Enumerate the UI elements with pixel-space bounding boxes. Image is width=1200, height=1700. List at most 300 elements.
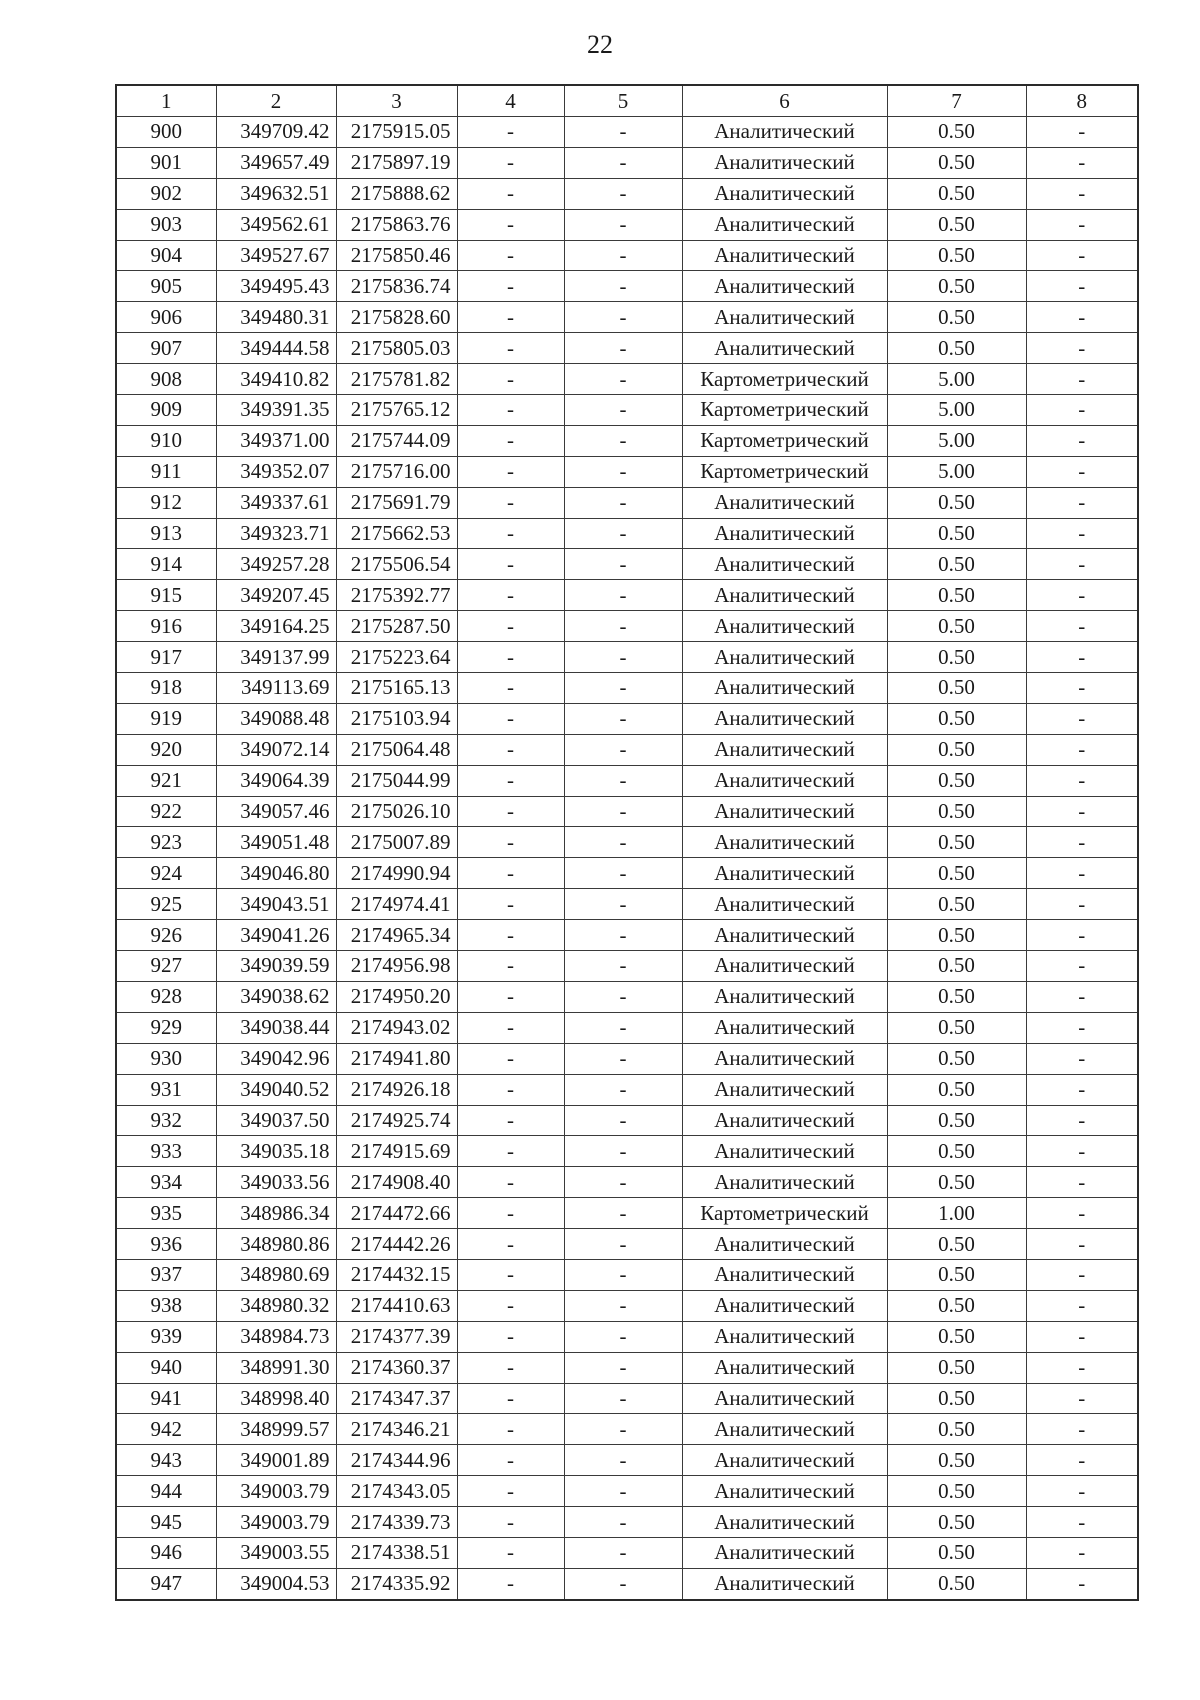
cell-method: Аналитический: [682, 1352, 887, 1383]
cell-coord-y: 2175915.05: [336, 117, 457, 148]
cell-col-5: -: [564, 1383, 682, 1414]
table-row: [116, 1537, 1138, 1568]
cell-col-5: -: [564, 1537, 682, 1568]
cell-coord-y: 2174338.51: [336, 1537, 457, 1568]
cell-method: Аналитический: [682, 1012, 887, 1043]
column-header: 7: [887, 85, 1026, 117]
cell-coord-x: 348980.69: [216, 1259, 336, 1290]
cell-accuracy: 0.50: [887, 1136, 1026, 1167]
cell-col-8: -: [1026, 518, 1138, 549]
cell-method: Аналитический: [682, 827, 887, 858]
table-row: [116, 147, 1138, 178]
cell-col-4: -: [457, 209, 564, 240]
cell-coord-y: 2174360.37: [336, 1352, 457, 1383]
cell-col-5: -: [564, 580, 682, 611]
cell-col-8: -: [1026, 734, 1138, 765]
cell-coord-y: 2175850.46: [336, 240, 457, 271]
cell-col-8: -: [1026, 796, 1138, 827]
cell-point-number: 920: [116, 734, 216, 765]
cell-accuracy: 0.50: [887, 271, 1026, 302]
cell-col-8: -: [1026, 1414, 1138, 1445]
cell-method: Аналитический: [682, 765, 887, 796]
cell-col-5: -: [564, 487, 682, 518]
cell-point-number: 943: [116, 1445, 216, 1476]
table-row: [116, 611, 1138, 642]
cell-accuracy: 0.50: [887, 1537, 1026, 1568]
column-header: 8: [1026, 85, 1138, 117]
cell-col-8: -: [1026, 920, 1138, 951]
cell-accuracy: 0.50: [887, 1321, 1026, 1352]
cell-method: Аналитический: [682, 240, 887, 271]
cell-method: Аналитический: [682, 796, 887, 827]
cell-coord-y: 2174339.73: [336, 1507, 457, 1538]
cell-coord-y: 2174472.66: [336, 1198, 457, 1229]
cell-col-5: -: [564, 796, 682, 827]
table-row: [116, 1105, 1138, 1136]
cell-col-4: -: [457, 1352, 564, 1383]
cell-coord-y: 2175781.82: [336, 364, 457, 395]
cell-coord-x: 349410.82: [216, 364, 336, 395]
cell-coord-y: 2174344.96: [336, 1445, 457, 1476]
cell-coord-y: 2175026.10: [336, 796, 457, 827]
cell-col-4: -: [457, 1105, 564, 1136]
cell-accuracy: 0.50: [887, 1074, 1026, 1105]
cell-coord-y: 2174941.80: [336, 1043, 457, 1074]
cell-coord-x: 349562.61: [216, 209, 336, 240]
cell-coord-x: 349657.49: [216, 147, 336, 178]
cell-point-number: 936: [116, 1229, 216, 1260]
table-row: [116, 981, 1138, 1012]
cell-coord-x: 349043.51: [216, 889, 336, 920]
cell-point-number: 908: [116, 364, 216, 395]
cell-col-8: -: [1026, 1352, 1138, 1383]
cell-point-number: 905: [116, 271, 216, 302]
table-row: [116, 240, 1138, 271]
cell-point-number: 938: [116, 1290, 216, 1321]
cell-method: Картометрический: [682, 395, 887, 426]
cell-point-number: 939: [116, 1321, 216, 1352]
cell-point-number: 940: [116, 1352, 216, 1383]
column-header: 3: [336, 85, 457, 117]
cell-col-4: -: [457, 1290, 564, 1321]
cell-point-number: 919: [116, 703, 216, 734]
cell-col-8: -: [1026, 1259, 1138, 1290]
table-row: [116, 1136, 1138, 1167]
cell-col-5: -: [564, 951, 682, 982]
cell-coord-x: 349035.18: [216, 1136, 336, 1167]
cell-coord-x: 349207.45: [216, 580, 336, 611]
cell-col-4: -: [457, 1321, 564, 1352]
cell-method: Аналитический: [682, 673, 887, 704]
cell-coord-y: 2174377.39: [336, 1321, 457, 1352]
cell-accuracy: 0.50: [887, 209, 1026, 240]
cell-coord-x: 349164.25: [216, 611, 336, 642]
cell-accuracy: 0.50: [887, 703, 1026, 734]
table-row: [116, 858, 1138, 889]
cell-method: Аналитический: [682, 703, 887, 734]
cell-col-8: -: [1026, 1476, 1138, 1507]
cell-method: Аналитический: [682, 1167, 887, 1198]
table-row: [116, 1414, 1138, 1445]
cell-accuracy: 0.50: [887, 1507, 1026, 1538]
cell-col-4: -: [457, 487, 564, 518]
cell-col-8: -: [1026, 147, 1138, 178]
cell-col-5: -: [564, 1321, 682, 1352]
cell-col-4: -: [457, 1568, 564, 1599]
table-row: [116, 796, 1138, 827]
cell-col-4: -: [457, 611, 564, 642]
cell-col-8: -: [1026, 425, 1138, 456]
coordinates-table: [115, 84, 1139, 1601]
cell-col-5: -: [564, 395, 682, 426]
cell-col-8: -: [1026, 1198, 1138, 1229]
cell-col-4: -: [457, 1136, 564, 1167]
cell-point-number: 935: [116, 1198, 216, 1229]
cell-accuracy: 0.50: [887, 1259, 1026, 1290]
cell-coord-y: 2174956.98: [336, 951, 457, 982]
cell-accuracy: 5.00: [887, 364, 1026, 395]
cell-col-4: -: [457, 734, 564, 765]
table-row: [116, 1259, 1138, 1290]
table-row: [116, 1198, 1138, 1229]
cell-coord-x: 349041.26: [216, 920, 336, 951]
cell-accuracy: 0.50: [887, 333, 1026, 364]
cell-method: Аналитический: [682, 1321, 887, 1352]
cell-col-8: -: [1026, 1136, 1138, 1167]
cell-point-number: 930: [116, 1043, 216, 1074]
cell-method: Аналитический: [682, 580, 887, 611]
table-row: [116, 302, 1138, 333]
cell-coord-x: 349391.35: [216, 395, 336, 426]
cell-col-5: -: [564, 271, 682, 302]
cell-accuracy: 0.50: [887, 240, 1026, 271]
cell-coord-x: 349137.99: [216, 642, 336, 673]
table-row: [116, 1476, 1138, 1507]
cell-accuracy: 0.50: [887, 981, 1026, 1012]
cell-method: Аналитический: [682, 1105, 887, 1136]
cell-coord-x: 349072.14: [216, 734, 336, 765]
cell-col-5: -: [564, 240, 682, 271]
cell-col-8: -: [1026, 209, 1138, 240]
cell-col-8: -: [1026, 981, 1138, 1012]
cell-col-5: -: [564, 703, 682, 734]
cell-accuracy: 0.50: [887, 518, 1026, 549]
cell-point-number: 929: [116, 1012, 216, 1043]
cell-method: Аналитический: [682, 549, 887, 580]
cell-col-8: -: [1026, 1383, 1138, 1414]
cell-col-8: -: [1026, 1290, 1138, 1321]
table-row: [116, 425, 1138, 456]
cell-col-4: -: [457, 456, 564, 487]
cell-coord-y: 2175765.12: [336, 395, 457, 426]
cell-accuracy: 5.00: [887, 395, 1026, 426]
cell-accuracy: 0.50: [887, 611, 1026, 642]
cell-coord-x: 349051.48: [216, 827, 336, 858]
cell-col-5: -: [564, 549, 682, 580]
cell-coord-y: 2174990.94: [336, 858, 457, 889]
cell-coord-y: 2174335.92: [336, 1568, 457, 1599]
table-row: [116, 1507, 1138, 1538]
cell-method: Аналитический: [682, 951, 887, 982]
cell-col-8: -: [1026, 487, 1138, 518]
cell-col-4: -: [457, 271, 564, 302]
cell-col-4: -: [457, 889, 564, 920]
cell-col-4: -: [457, 951, 564, 982]
cell-method: Аналитический: [682, 518, 887, 549]
cell-col-8: -: [1026, 117, 1138, 148]
cell-coord-y: 2175744.09: [336, 425, 457, 456]
cell-col-5: -: [564, 333, 682, 364]
cell-coord-x: 349527.67: [216, 240, 336, 271]
cell-method: Аналитический: [682, 920, 887, 951]
cell-method: Аналитический: [682, 1074, 887, 1105]
cell-point-number: 902: [116, 178, 216, 209]
cell-point-number: 934: [116, 1167, 216, 1198]
page-number: 22: [587, 30, 613, 59]
cell-method: Картометрический: [682, 364, 887, 395]
table-header-row: [116, 85, 1138, 117]
table-row: [116, 209, 1138, 240]
cell-col-8: -: [1026, 178, 1138, 209]
cell-point-number: 904: [116, 240, 216, 271]
cell-col-8: -: [1026, 302, 1138, 333]
cell-accuracy: 0.50: [887, 549, 1026, 580]
cell-accuracy: 0.50: [887, 1476, 1026, 1507]
cell-accuracy: 0.50: [887, 642, 1026, 673]
table-row: [116, 1043, 1138, 1074]
cell-coord-x: 349001.89: [216, 1445, 336, 1476]
cell-coord-x: 349037.50: [216, 1105, 336, 1136]
cell-point-number: 945: [116, 1507, 216, 1538]
cell-col-5: -: [564, 1259, 682, 1290]
cell-coord-x: 349337.61: [216, 487, 336, 518]
cell-method: Аналитический: [682, 1043, 887, 1074]
cell-accuracy: 5.00: [887, 425, 1026, 456]
cell-col-4: -: [457, 703, 564, 734]
cell-col-5: -: [564, 1012, 682, 1043]
cell-col-4: -: [457, 796, 564, 827]
cell-col-4: -: [457, 920, 564, 951]
column-header: 4: [457, 85, 564, 117]
cell-col-4: -: [457, 858, 564, 889]
cell-col-4: -: [457, 364, 564, 395]
cell-coord-x: 349046.80: [216, 858, 336, 889]
cell-point-number: 903: [116, 209, 216, 240]
column-header: 5: [564, 85, 682, 117]
table-row: [116, 456, 1138, 487]
table-row: [116, 333, 1138, 364]
column-header: 6: [682, 85, 887, 117]
cell-point-number: 900: [116, 117, 216, 148]
cell-method: Аналитический: [682, 1229, 887, 1260]
cell-method: Аналитический: [682, 1445, 887, 1476]
cell-coord-y: 2175897.19: [336, 147, 457, 178]
cell-col-8: -: [1026, 1537, 1138, 1568]
cell-point-number: 917: [116, 642, 216, 673]
cell-col-4: -: [457, 1476, 564, 1507]
cell-col-4: -: [457, 178, 564, 209]
cell-point-number: 937: [116, 1259, 216, 1290]
cell-col-5: -: [564, 1074, 682, 1105]
cell-col-5: -: [564, 1476, 682, 1507]
cell-col-8: -: [1026, 1507, 1138, 1538]
cell-accuracy: 0.50: [887, 1445, 1026, 1476]
cell-col-4: -: [457, 395, 564, 426]
cell-method: Аналитический: [682, 1537, 887, 1568]
cell-coord-y: 2174965.34: [336, 920, 457, 951]
cell-coord-y: 2175287.50: [336, 611, 457, 642]
cell-coord-y: 2174346.21: [336, 1414, 457, 1445]
table-row: [116, 271, 1138, 302]
cell-col-8: -: [1026, 549, 1138, 580]
cell-accuracy: 0.50: [887, 580, 1026, 611]
cell-accuracy: 0.50: [887, 487, 1026, 518]
cell-col-5: -: [564, 765, 682, 796]
column-header: 1: [116, 85, 216, 117]
table-row: [116, 364, 1138, 395]
cell-col-5: -: [564, 827, 682, 858]
cell-coord-y: 2175506.54: [336, 549, 457, 580]
cell-method: Аналитический: [682, 1383, 887, 1414]
table-row: [116, 827, 1138, 858]
table-row: [116, 1012, 1138, 1043]
cell-method: Аналитический: [682, 1414, 887, 1445]
cell-coord-y: 2175165.13: [336, 673, 457, 704]
cell-col-5: -: [564, 1043, 682, 1074]
cell-col-8: -: [1026, 858, 1138, 889]
cell-col-4: -: [457, 1198, 564, 1229]
cell-method: Картометрический: [682, 456, 887, 487]
cell-coord-x: 349632.51: [216, 178, 336, 209]
cell-col-4: -: [457, 642, 564, 673]
cell-coord-x: 348999.57: [216, 1414, 336, 1445]
cell-method: Аналитический: [682, 1507, 887, 1538]
cell-point-number: 922: [116, 796, 216, 827]
table-row: [116, 117, 1138, 148]
cell-col-5: -: [564, 1445, 682, 1476]
cell-col-5: -: [564, 858, 682, 889]
cell-col-4: -: [457, 1229, 564, 1260]
cell-col-5: -: [564, 456, 682, 487]
cell-col-8: -: [1026, 1012, 1138, 1043]
cell-col-4: -: [457, 302, 564, 333]
cell-point-number: 913: [116, 518, 216, 549]
cell-col-5: -: [564, 147, 682, 178]
cell-method: Аналитический: [682, 642, 887, 673]
cell-col-5: -: [564, 920, 682, 951]
cell-col-4: -: [457, 1167, 564, 1198]
cell-point-number: 941: [116, 1383, 216, 1414]
cell-col-4: -: [457, 1537, 564, 1568]
cell-coord-x: 349709.42: [216, 117, 336, 148]
cell-col-4: -: [457, 827, 564, 858]
cell-method: Аналитический: [682, 271, 887, 302]
table-row: [116, 889, 1138, 920]
cell-col-8: -: [1026, 951, 1138, 982]
cell-accuracy: 0.50: [887, 673, 1026, 704]
cell-coord-y: 2174915.69: [336, 1136, 457, 1167]
cell-col-5: -: [564, 209, 682, 240]
cell-coord-y: 2175836.74: [336, 271, 457, 302]
cell-accuracy: 0.50: [887, 734, 1026, 765]
cell-col-5: -: [564, 1167, 682, 1198]
cell-col-8: -: [1026, 240, 1138, 271]
cell-coord-y: 2175805.03: [336, 333, 457, 364]
cell-coord-x: 348998.40: [216, 1383, 336, 1414]
cell-col-4: -: [457, 673, 564, 704]
cell-method: Аналитический: [682, 1136, 887, 1167]
cell-col-5: -: [564, 178, 682, 209]
cell-coord-y: 2174442.26: [336, 1229, 457, 1260]
cell-col-8: -: [1026, 765, 1138, 796]
cell-point-number: 942: [116, 1414, 216, 1445]
table-row: [116, 1167, 1138, 1198]
cell-col-8: -: [1026, 1167, 1138, 1198]
cell-col-4: -: [457, 981, 564, 1012]
cell-col-5: -: [564, 1568, 682, 1599]
cell-coord-x: 349003.79: [216, 1476, 336, 1507]
cell-accuracy: 0.50: [887, 889, 1026, 920]
cell-method: Аналитический: [682, 487, 887, 518]
cell-method: Аналитический: [682, 611, 887, 642]
cell-col-5: -: [564, 981, 682, 1012]
cell-col-4: -: [457, 765, 564, 796]
cell-method: Аналитический: [682, 1568, 887, 1599]
cell-accuracy: 0.50: [887, 117, 1026, 148]
table-row: [116, 734, 1138, 765]
cell-col-4: -: [457, 333, 564, 364]
cell-accuracy: 0.50: [887, 1229, 1026, 1260]
cell-accuracy: 0.50: [887, 1352, 1026, 1383]
cell-col-5: -: [564, 1105, 682, 1136]
cell-method: Картометрический: [682, 425, 887, 456]
cell-col-8: -: [1026, 456, 1138, 487]
table-row: [116, 642, 1138, 673]
cell-col-5: -: [564, 1136, 682, 1167]
cell-method: Аналитический: [682, 209, 887, 240]
cell-coord-y: 2175662.53: [336, 518, 457, 549]
cell-method: Аналитический: [682, 147, 887, 178]
cell-coord-y: 2174343.05: [336, 1476, 457, 1507]
table-row: [116, 673, 1138, 704]
cell-coord-y: 2175007.89: [336, 827, 457, 858]
cell-accuracy: 0.50: [887, 147, 1026, 178]
cell-col-8: -: [1026, 703, 1138, 734]
cell-accuracy: 0.50: [887, 1043, 1026, 1074]
cell-accuracy: 0.50: [887, 1568, 1026, 1599]
cell-col-5: -: [564, 642, 682, 673]
cell-col-5: -: [564, 611, 682, 642]
cell-accuracy: 0.50: [887, 302, 1026, 333]
table-row: [116, 549, 1138, 580]
cell-point-number: 928: [116, 981, 216, 1012]
cell-point-number: 921: [116, 765, 216, 796]
cell-coord-x: 349088.48: [216, 703, 336, 734]
cell-col-8: -: [1026, 1445, 1138, 1476]
cell-col-4: -: [457, 240, 564, 271]
cell-point-number: 906: [116, 302, 216, 333]
cell-point-number: 932: [116, 1105, 216, 1136]
cell-method: Аналитический: [682, 858, 887, 889]
cell-method: Аналитический: [682, 981, 887, 1012]
cell-col-8: -: [1026, 395, 1138, 426]
cell-accuracy: 1.00: [887, 1198, 1026, 1229]
cell-coord-y: 2175223.64: [336, 642, 457, 673]
cell-col-8: -: [1026, 1043, 1138, 1074]
cell-col-5: -: [564, 1229, 682, 1260]
cell-col-8: -: [1026, 611, 1138, 642]
cell-col-8: -: [1026, 333, 1138, 364]
